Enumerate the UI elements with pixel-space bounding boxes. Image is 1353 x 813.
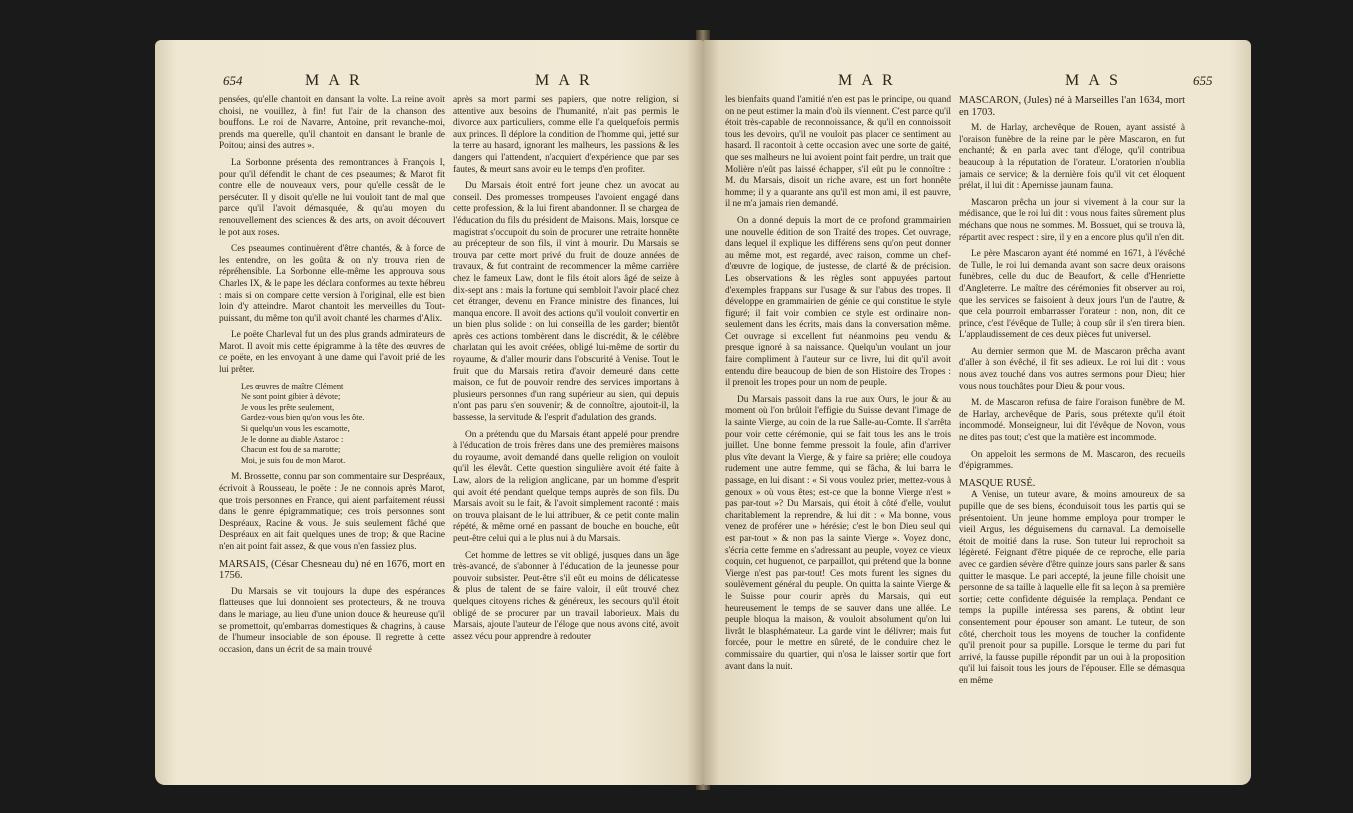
verse-line: Moi, je suis fou de mon Marot. bbox=[241, 455, 346, 465]
left-page-number: 654 bbox=[223, 73, 243, 88]
verse-line: Chacun est fou de sa marotte; bbox=[241, 445, 341, 455]
paragraph: Mascaron prêcha un jour si vivement à la cour sur la médisance, que le roi lui dit : vous nous faites sûrement plus méchans que nous ne sommes. M. Bossuet, qui se trouva là, répartit avec respect : sire, il y en a encore plus qu'il n'en dit. bbox=[959, 197, 1185, 243]
paragraph: A Venise, un tuteur avare, & moins amoureux de sa pupille que de ses biens, éconduisoit tous les partis qui se présentoient. Un jeune homme employa pour tromper le vieil Argus, les déguisemens du carnaval. La demoiselle étoit de moitié dans la ruse. Son tuteur lui reprochoit sa légèreté. Feignant d'être piquée de ce reproche, elle paria avec ce gardien sévère d'être quinze jours sans parler & sans quitter le masque. Le pari accepté, la jeune fille choisit une personne de sa taille à laquelle elle fit sa leçon à sa première sortie; cette confidente déguisée la remplaça. Pendant ce temps la pupille intéressa ses parens, & obtint leur consentement pour épouser son amant. Le tuteur, de son côté, cherchoit tous les moyens de toucher la confidente qu'il prenoit pour sa pupille. Lorsque le terme du pari fut arrivé, la fausse pupille répondit par un oui à la proposition qu'il lui faisoit tous les jours de l'épouser. Elle se démasqua en même bbox=[959, 490, 1185, 686]
left-header-1: M A R bbox=[305, 72, 363, 89]
paragraph: Du Marsais se vit toujours la dupe des espérances flatteuses que lui donnoient ses protecteurs, & ne trouva dans le mariage, au lieu d'une union douce & heureuse qu'il se promettoit, qu'embarras domestiques & chagrins, à cause de l'humeur insociable de son épouse. Il regrette à cette occasion, dans un écrit de sa main trouvé bbox=[219, 586, 445, 655]
paragraph: pensées, qu'elle chantoit en dansant la volte. La reine avoit choisi, ne vouillez, à fin! fut l'air de la chanson des bouffons. Le roi de Navarre, Antoine, prit revanche-moi, prends ma querelle, qu'il chantoit en dansant le branle de Poitou; ainsi des autres ». bbox=[219, 95, 445, 152]
paragraph: M. de Harlay, archevêque de Rouen, ayant assisté à l'oraison funèbre de la reine par le père Mascaron, en fut enchanté; & en parla avec tant d'éloge, qu'il contribua beaucoup à la réputation de l'orateur. L'oratorien n'oublia jamais ce service; & la dernière fois qu'il vit cet éloquent prélat, il lui dit : Apernisse jaunam fauna. bbox=[959, 123, 1185, 192]
right-page-number: 655 bbox=[1193, 73, 1213, 88]
paragraph: On appeloit les sermons de M. Mascaron, des recueils d'épigrammes. bbox=[959, 449, 1185, 472]
paragraph: Le père Mascaron ayant été nommé en 1671, à l'évêché de Tulle, le roi lui demanda avant son sacre deux oraisons funèbres, celle du duc de Beaufort, & celle d'Henriette d'Angleterre. Le maître des cérémonies fit observer au roi, que les services se faisoient à deux jours l'un de l'autre, & que cela pourroit embarrasser l'orateur : non, non, dit ce prince, c'est l'évêque de Tulle; à coup sûr il s'en tirera bien. L'applaudissement de ces deux pièces fut universel. bbox=[959, 249, 1185, 341]
paragraph: Du Marsais étoit entré fort jeune chez un avocat au conseil. Des promesses trompeuses l'avoient engagé dans cette profession, & la lui firent abandonner. Il se chargea de l'éducation du fils du président de Maisons. Mais, lorsque ce magistrat s'occupoit du soin de procurer une retraite honnête au précepteur de son fils, il vint à mourir. Du Marsais se trouva par cette mort privé du fruit de douze années de travaux, & fut contraint de recommencer la même carrière chez le fameux Law, dont le fils étoit alors âgé de seize à dix-sept ans : mais la fortune qui sembloit l'avoir placé chez cet étranger, devenu en France ministre des finances, lui manqua encore. Il avoit des actions qu'il vouloit convertir en un bien plus solide : on lui conseilla de les garder; bientôt après ces actions tombèrent dans le discrédit, & le célèbre charlatan qui les avoit créées, obligé lui-même de sortir du royaume, & d'aller mourir dans l'obscurité à Venise. Tout le fruit que du Marsais retira d'avoir demeuré dans cette maison, ce fut de pouvoir rendre des services importans à plusieurs personnes d'un rang supérieur au sien, qui depuis n'ont pas paru s'en souvenir; & de connoître, ajoutoit-il, la bassesse, la servitude & l'esprit d'adulation des grands. bbox=[453, 181, 679, 424]
paragraph: On a prétendu que du Marsais étant appelé pour prendre à l'éducation de trois frères dans une des premières maisons du royaume, avoit demandé dans quelle religion on vouloit qu'il les élevât. Cette question singulière avoit été faite à Law, alors de la religion anglicane, par un homme d'esprit qui avoit été pendant quelque temps auprès de son fils. Du Marsais avoit su le fait, & l'avoit simplement raconté : mais on trouva plaisant de le lui attribuer, & ce petit conte malin répété, & même orné en passant de bouche en bouche, eût peut-être celui qui a le plus nui à du Marsais. bbox=[453, 429, 679, 544]
paragraph: La Sorbonne présenta des remontrances à François I, pour qu'il défendit le chant de ces pseaumes; & Marot fit contre elle de nouveaux vers, pour qu'elle cessât de le persécuter. Il y disoit qu'elle ne lui vouloit tant de mal que parce qu'il l'avoit démasquée, & qu'au moyen du renouvellement des sciences & des arts, on avoit découvert le pot aux roses. bbox=[219, 157, 445, 238]
paragraph: Au dernier sermon que M. de Mascaron prêcha avant d'aller à son évêché, il fit ses adieux. Le roi lui dit : vous nous avez touché dans vos autres sermons pour Dieu; hier vous nous touchâtes pour Dieu & pour vous. bbox=[959, 346, 1185, 392]
left-column-1 bbox=[219, 95, 445, 661]
verse-line: Si quelqu'un vous les escamotte, bbox=[241, 424, 350, 434]
paragraph: Cet homme de lettres se vit obligé, jusques dans un âge très-avancé, de s'abonner à l'éducation de la jeunesse pour pouvoir subsister. Peut-être s'il eût eu moins de délicatesse & plus de talent de se faire valoir, il eût trouvé chez quelques citoyens riches & généreux, les secours qu'il étoit obligé de se procurer par un travail laborieux. Mais du Marsais, ajoute l'auteur de l'éloge que nous avons cité, avoit assez vécu pour apprendre à redouter bbox=[453, 550, 679, 642]
right-header-1: M A R bbox=[838, 72, 896, 89]
verse-line: Je le donne au diable Astaroc : bbox=[241, 434, 344, 444]
verse-line: Gardez-vous bien qu'on vous les ôte. bbox=[241, 413, 365, 423]
entry-heading: MASQUE RUSÉ. bbox=[959, 477, 1036, 489]
verse-line: Je vous les prête seulement, bbox=[241, 402, 335, 412]
left-page bbox=[155, 40, 703, 785]
paragraph: M. de Mascaron refusa de faire l'oraison funèbre de M. de Harlay, archevêque de Paris, sous prétexte qu'il étoit incommodé. Monseigneur, lui dit l'évêque de Novon, vous ne dites pas tout; c'est que la matière est incommode. bbox=[959, 398, 1185, 444]
right-header-2: M A S bbox=[1065, 72, 1121, 89]
paragraph: M. Brossette, connu par son commentaire sur Despréaux, écrivoit à Rousseau, le poëte : Je ne connois après Marot, que trois personnes en France, qui aient parfaitement réussi dans le genre épigrammatique; ces trois personnes sont Despréaux, Racine & vous. Je suis seulement fâché que Despréaux en ait fait quelques unes de trop; & que Racine n'en ait point fait assez, & que vous n'en fassiez plus. bbox=[219, 472, 445, 552]
right-column-2 bbox=[959, 95, 1185, 693]
entry-heading: MASCARON, (Jules) né à Marseilles l'an 1634, mort en 1703. bbox=[959, 95, 1185, 118]
verse-line: Ne sont point gibier à dévote; bbox=[241, 392, 341, 402]
verse-line: Les œuvres de maître Clément bbox=[241, 381, 344, 391]
entry-heading: MARSAIS, (César Chesneau du) né en 1676, mort en 1756. bbox=[219, 558, 445, 582]
paragraph: après sa mort parmi ses papiers, que notre religion, si attentive aux besoins de l'humanité, n'ait pas permis le divorce aux particuliers, comme elle l'a quelquefois permis aux princes. Il déplore la condition de l'homme qui, jetté sur la terre au hasard, ignorant les malheurs, les passions & les dangers qui l'attendent, n'acquiert d'expérience que par ses fautes, & meurt sans avoir eu le temps d'en profiter. bbox=[453, 95, 679, 175]
left-column-2 bbox=[453, 95, 679, 648]
right-page bbox=[703, 40, 1251, 785]
paragraph: les bienfaits quand l'amitié n'en est pas le principe, ou quand on ne peut estimer la main d'où ils viennent. C'est parce qu'il étoit très-capable de reconnoissance, & qu'il en connoissoit tous les devoirs, qu'il ne vouloit pas placer ce sentiment au hasard. Il racontoit à cette occasion avec une sorte de gaité, que ses malheurs ne lui avoient point fait perdre, un trait que Molière n'eût pas laissé échapper, s'il eût pu le connoître : M. du Marsais, disoit un riche avare, est un fort honnête homme; il y a quarante ans qu'il est mon ami, il est pauvre, il ne m'a jamais rien demandé. bbox=[725, 95, 951, 210]
right-column-1 bbox=[725, 95, 951, 678]
paragraph: On a donné depuis la mort de ce profond grammairien une nouvelle édition de son Traité des tropes. Cet ouvrage, dans lequel il explique les différens sens qu'on peut donner au même mot, est regardé, avec raison, comme un chef-d'œuvre de logique, de justesse, de clarté & de précision. Les observations & les règles sont appuyées partout d'exemples frappans sur l'usage & sur l'abus des tropes. Il développe en grammairien de génie ce qui constitue le style figuré; il fait voir combien ce style est ordinaire non-seulement dans les écrits, mais dans la conversation même. Cet ouvrage si excellent fut néanmoins peu vendu & presque ignoré à sa naissance. Quelqu'un voulant un jour faire compliment à l'auteur sur ce livre, lui dit qu'il avoit entendu dire beaucoup de bien de son Histoire des Tropes : il prenoit les tropes pour un nom de peuple. bbox=[725, 215, 951, 389]
paragraph: Ces pseaumes continuèrent d'être chantés, & à force de les entendre, on les goûta & on n'y trouva rien de répréhensible. La Sorbonne elle-même les approuva sous Charles IX, & le pape les déclara conformes au texte hébreu : mais si on compare cette version à l'original, elle est bien loin d'y atteindre. Marot chantoit les merveilles du Tout-puissant, du même ton qu'il avoit chanté les charmes d'Alix. bbox=[219, 244, 445, 324]
epigram-verse bbox=[241, 382, 445, 467]
paragraph: Le poëte Charleval fut un des plus grands admirateurs de Marot. Il avoit mis cette épigramme à la tête des œuvres de ce poëte, en les envoyant à une dame qui l'avoit prié de les lui prêter. bbox=[219, 330, 445, 376]
left-header-2: M A R bbox=[535, 72, 593, 89]
paragraph: Du Marsais passoit dans la rue aux Ours, le jour & au moment où l'on brûloit l'effigie du Suisse devant l'image de la sainte Vierge, au coin de la rue Salle-au-Comte. Il s'arrêta pour voir cette cérémonie, qui se fait tous les ans le trois juillet. Une bonne femme pressoit la foule, afin d'arriver plus vîte devant la Vierge, & y faire sa prière; elle coudoya rudement une autre femme, qui se fâcha, & lui barra le passage, en lui disant : « Si vous voulez prier, mettez-vous à genoux » où vous êtes; est-ce que la bonne Vierge n'est » pas par-tout »? Du Marsais, qui étoit à côté d'elle, voulut charitablement la reprendre, & lui dit : « Ma bonne, vous venez de proférer une » hérésie; c'est le bon Dieu seul qui est par-tout » & non pas la sainte Vierge ». Voyez donc, s'écria cette femme en s'adressant au peuple, voyez ce vieux coquin, cet huguenot, ce parpaillot, qui prétend que la bonne Vierge n'est pas par-tout! Ces mots furent les signes du soulèvement général du peuple. On quitta la sainte Vierge & le Suisse pour courir après du Marsais, qui eut heureusement le temps de se sauver dans une allée. Le peuple bloqua la maison, & vouloit absolument qu'on lui livrât le blasphémateur. La garde vint le délivrer; mais fut forcée, pour le mettre en sûreté, de le conduire chez le commissaire du quartier, qui n'osa le laisser sortir que fort avant dans la nuit. bbox=[725, 394, 951, 672]
